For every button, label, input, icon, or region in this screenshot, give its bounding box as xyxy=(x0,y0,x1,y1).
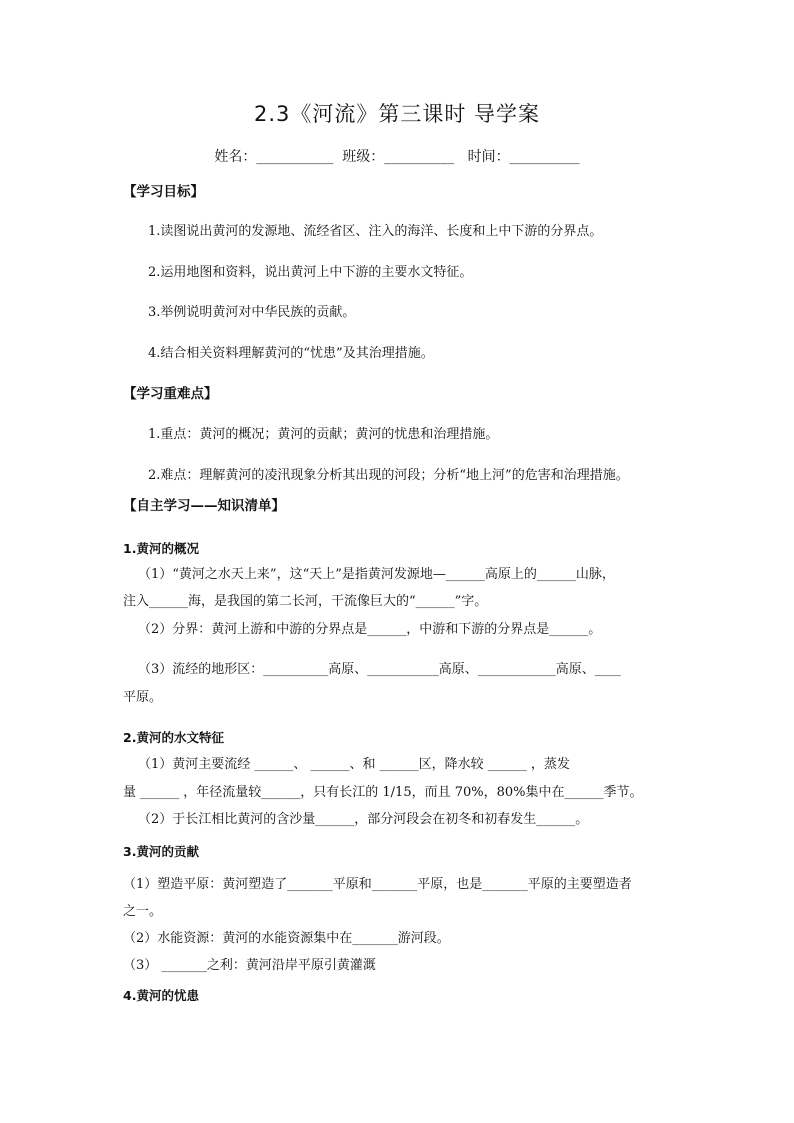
goal-item: 3.举例说明黄河对中华民族的贡献。 xyxy=(148,305,356,320)
goal-item: 1.读图说出黄河的发源地、流经省区、注入的海洋、长度和上中下游的分界点。 xyxy=(148,224,603,239)
fill-in-line: 平原。 xyxy=(123,690,163,705)
key-points-heading: 【学习重难点】 xyxy=(123,386,218,402)
fill-in-line: 量 ______ ，年径流量较______，只有长江的 1/15，而且 70%，80%集中在______季节。 xyxy=(123,785,643,800)
student-info-line: 姓名：___________ 班级：__________ 时间：__________ xyxy=(214,149,580,165)
self-study-heading: 【自主学习——知识清单】 xyxy=(123,498,285,514)
section-title: 1.黄河的概况 xyxy=(123,541,199,556)
fill-in-line: （2）于长江相比黄河的含沙量______，部分河段会在初冬和初春发生______。 xyxy=(138,812,589,827)
section-title: 3.黄河的贡献 xyxy=(123,844,199,859)
goal-item: 4.结合相关资料理解黄河的“忧患”及其治理措施。 xyxy=(148,346,434,361)
fill-in-line: 注入______海，是我国的第二长河，干流像巨大的“______”字。 xyxy=(123,594,488,609)
fill-in-line: （3）流经的地形区：__________高原、___________高原、____________高原、____ xyxy=(138,662,621,677)
section-title: 2.黄河的水文特征 xyxy=(123,730,224,745)
fill-in-line: （3） _______之利：黄河沿岸平原引黄灌溉 xyxy=(123,958,376,973)
goal-item: 2.运用地图和资料，说出黄河上中下游的主要水文特征。 xyxy=(148,265,473,280)
section-title: 4.黄河的忧患 xyxy=(123,988,199,1003)
fill-in-line: 之一。 xyxy=(123,904,163,919)
fill-in-line: （1）“黄河之水天上来”，这“天上”是指黄河发源地—______高原上的______山脉， xyxy=(138,567,615,582)
page-title: 2.3《河流》第三课时 导学案 xyxy=(253,102,541,126)
fill-in-line: （2）水能资源：黄河的水能资源集中在_______游河段。 xyxy=(123,931,450,946)
goals-heading: 【学习目标】 xyxy=(123,184,204,200)
key-point-item: 1.重点：黄河的概况；黄河的贡献；黄河的忧患和治理措施。 xyxy=(148,427,499,442)
fill-in-line: （1）黄河主要流经 ______、 ______、和 ______区，降水较 ______ ，蒸发 xyxy=(138,757,570,772)
fill-in-line: （1）塑造平原：黄河塑造了_______平原和_______平原，也是_______平原的主要塑造者 xyxy=(123,877,632,892)
key-point-item: 2.难点：理解黄河的凌汛现象分析其出现的河段；分析“地上河”的危害和治理措施。 xyxy=(148,468,629,483)
fill-in-line: （2）分界：黄河上游和中游的分界点是______，中游和下游的分界点是______。 xyxy=(138,622,602,637)
